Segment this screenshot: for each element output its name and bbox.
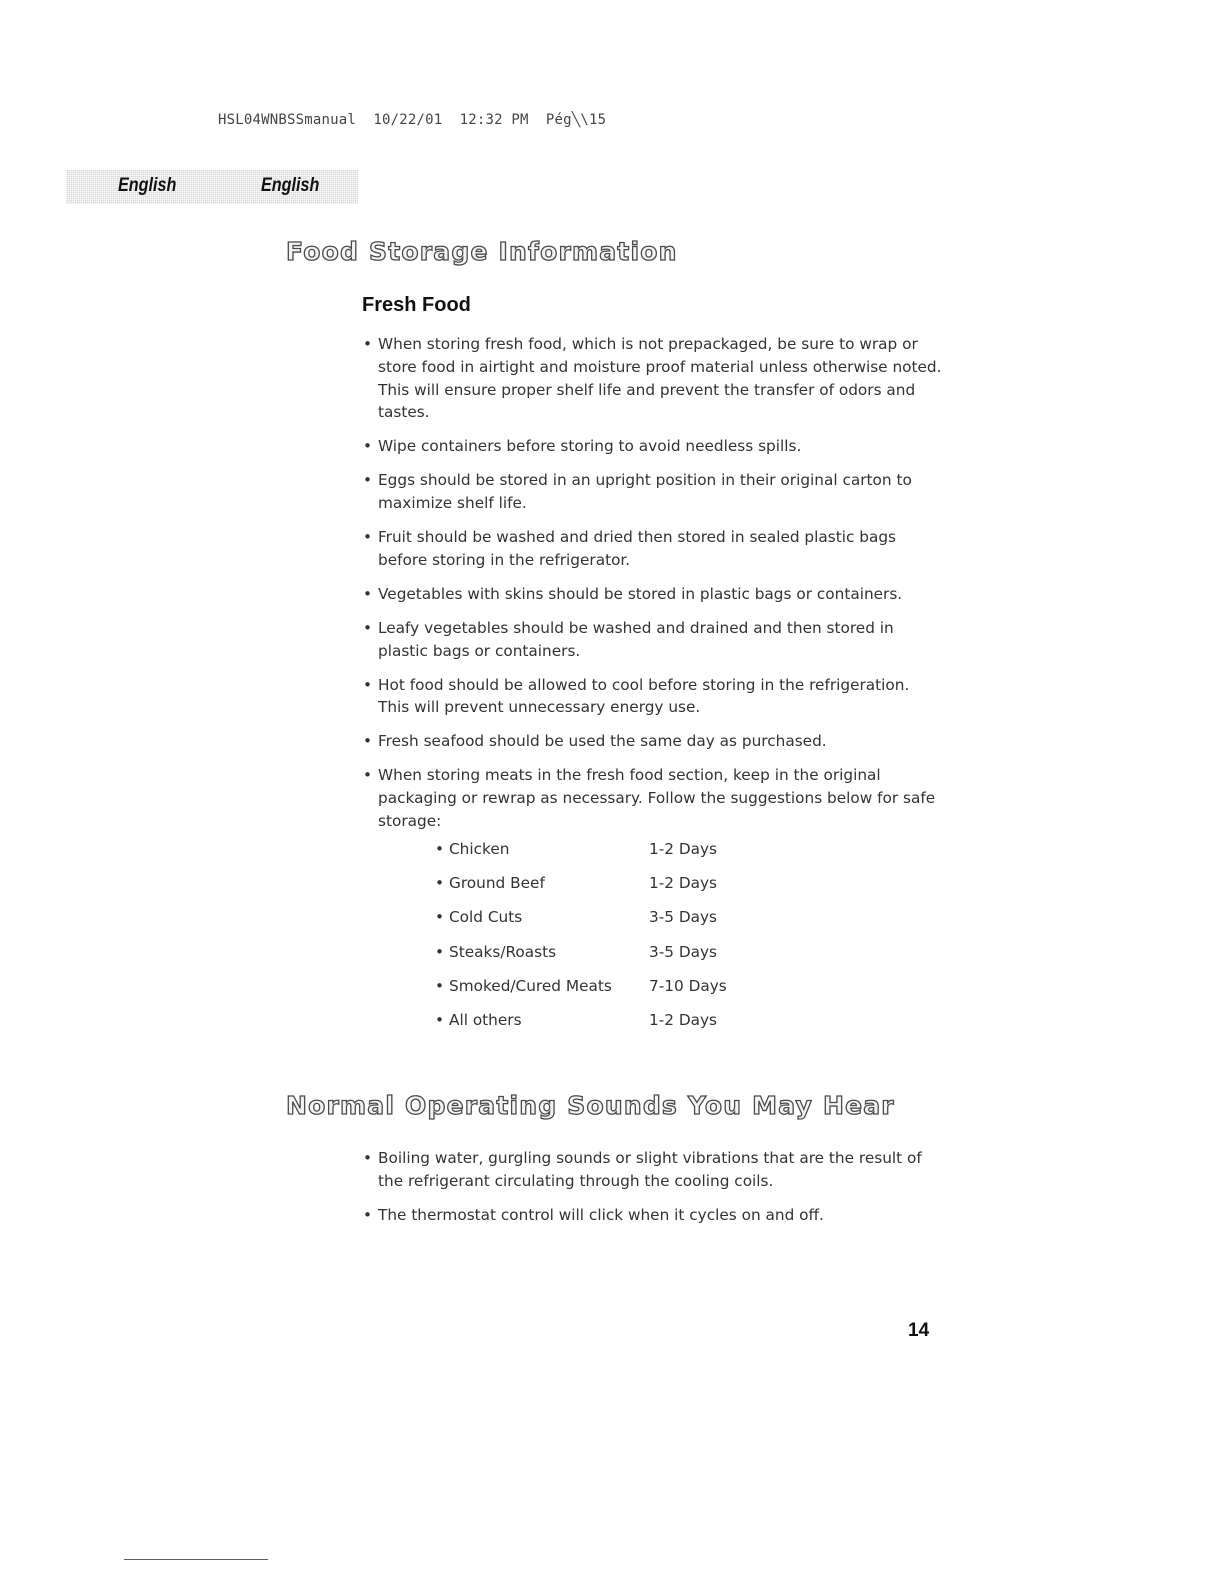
meat-item: • Ground Beef (435, 874, 545, 893)
footer-rule (124, 1559, 268, 1560)
storage-days: 7-10 Days (649, 976, 727, 995)
operating-sounds-heading: Normal Operating Sounds You May Hear (286, 1091, 895, 1120)
fresh-food-list (363, 333, 943, 844)
meat-item: • Smoked/Cured Meats (435, 976, 612, 995)
list-item: • Boiling water, gurgling sounds or slight vibrations that are the result of the refrigerant circulating through the cooling coils. (363, 1147, 943, 1193)
meat-storage-table (435, 840, 727, 1045)
storage-days: 3-5 Days (649, 942, 718, 961)
list-item: • Fresh seafood should be used the same day as purchased. (363, 730, 943, 753)
food-storage-heading: Food Storage Information (286, 237, 678, 266)
table-row (435, 874, 727, 908)
table-row (435, 977, 727, 1011)
list-item: • Eggs should be stored in an upright position in their original carton to maximize shelf life. (363, 469, 943, 515)
language-label-right: English (261, 175, 320, 196)
list-item: • Vegetables with skins should be stored in plastic bags or containers. (363, 583, 943, 606)
table-row (435, 840, 727, 874)
list-item: • When storing fresh food, which is not prepackaged, be sure to wrap or store food in airtight and moisture proof material unless otherwise noted. This will ensure proper shelf life and prevent the transfer of odors and tastes. (363, 333, 943, 424)
storage-days: 1-2 Days (649, 840, 718, 858)
list-item: • Leafy vegetables should be washed and drained and then stored in plastic bags or containers. (363, 617, 943, 663)
storage-days: 1-2 Days (649, 1010, 718, 1029)
print-header: HSL04WNBSSmanual 10/22/01 12:32 PM Pég╲\15 (218, 112, 607, 128)
operating-sounds-list (363, 1147, 943, 1238)
list-item: • Wipe containers before storing to avoid needless spills. (363, 435, 943, 458)
table-row (435, 1011, 727, 1045)
table-row (435, 943, 727, 977)
page-number: 14 (908, 1320, 930, 1341)
list-item: • When storing meats in the fresh food section, keep in the original packaging or rewrap as necessary. Follow the suggestions below for safe storage: (363, 764, 943, 832)
fresh-food-subheading: Fresh Food (362, 294, 471, 316)
table-row (435, 908, 727, 942)
meat-item: • Steaks/Roasts (435, 942, 557, 961)
list-item: • Fruit should be washed and dried then stored in sealed plastic bags before storing in the refrigerator. (363, 526, 943, 572)
meat-item: • Cold Cuts (435, 908, 523, 927)
meat-item: • Chicken (435, 840, 510, 858)
storage-days: 1-2 Days (649, 874, 718, 893)
language-bar (66, 170, 358, 204)
meat-item: • All others (435, 1010, 522, 1029)
language-label-left: English (118, 175, 177, 196)
storage-days: 3-5 Days (649, 908, 718, 927)
list-item: • The thermostat control will click when it cycles on and off. (363, 1204, 943, 1227)
list-item: • Hot food should be allowed to cool before storing in the refrigeration. This will prevent unnecessary energy use. (363, 674, 943, 720)
